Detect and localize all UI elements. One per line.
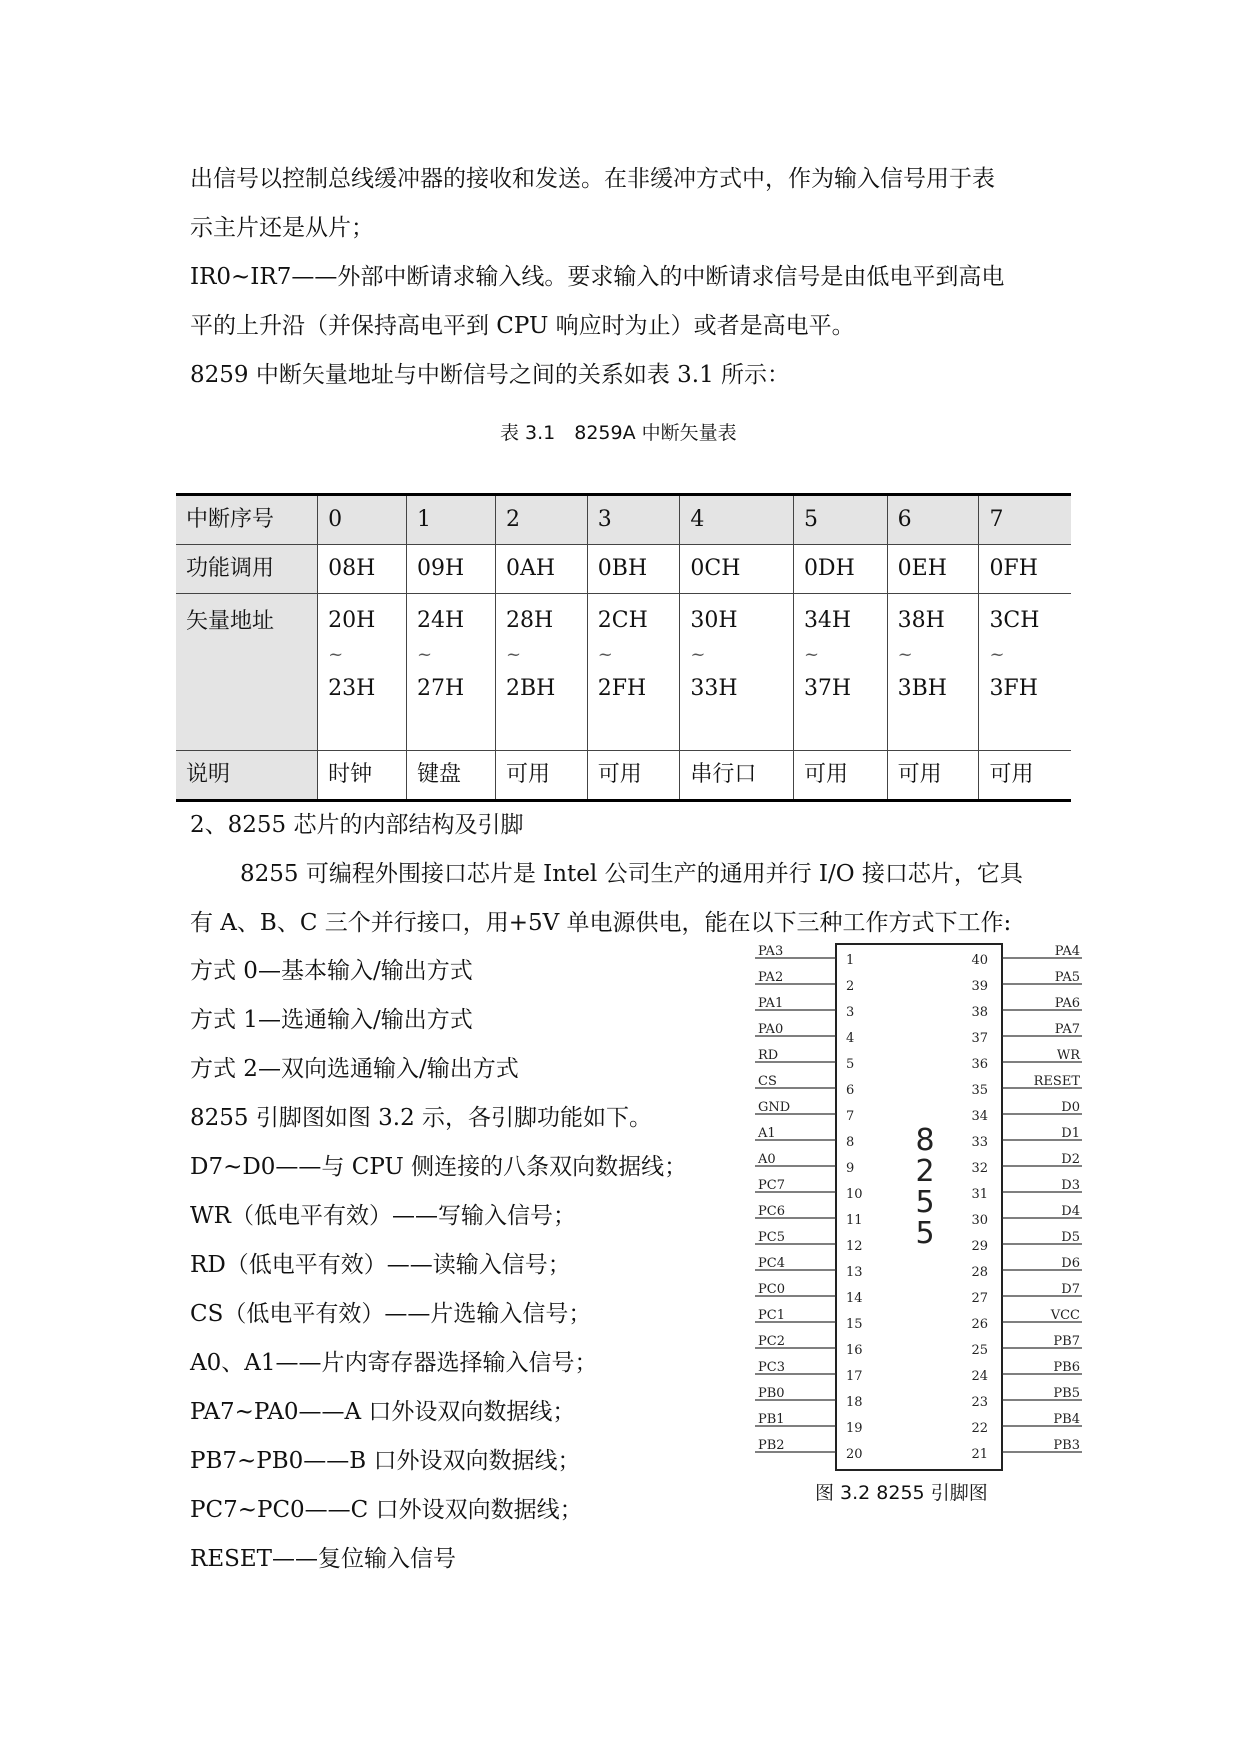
table-cell: 中断序号 [176,495,318,545]
chip-name-char: 5 [915,1185,935,1220]
table-cell: 可用 [979,751,1071,801]
pin-label-right: PA7 [1054,1022,1080,1037]
list-line: WR（低电平有效）——写输入信号； [190,1203,576,1229]
table-cell: 6 [887,495,979,545]
pin-number-left: 6 [846,1083,855,1098]
list-line: RESET——复位输入信号 [190,1546,456,1572]
vec-end: 3FH [989,676,1038,701]
pin-number-right: 28 [971,1265,988,1280]
pin-label-right: WR [1056,1048,1080,1063]
intro-line-1: 8255 可编程外围接口芯片是 Intel 公司生产的通用并行 I/O 接口芯片，它具 [240,861,1023,887]
section-heading: 2、8255 芯片的内部结构及引脚 [190,812,524,838]
table-cell: 0DH [793,545,887,594]
pin-number-left: 8 [846,1135,855,1150]
vec-sep: ~ [803,644,820,665]
table-cell: 0 [318,495,407,545]
pin-label-right: D3 [1061,1178,1080,1193]
pin-number-right: 27 [971,1291,988,1306]
pin-number-right: 39 [971,979,988,994]
pin-number-right: 37 [971,1031,988,1046]
pin-number-right: 25 [971,1343,988,1358]
pin-number-left: 15 [846,1317,863,1332]
pin-number-left: 10 [846,1187,863,1202]
pin-number-left: 19 [846,1421,863,1436]
pin-number-left: 4 [846,1031,855,1046]
pin-label-left: PC1 [758,1308,785,1323]
pin-label-left: PC5 [758,1230,785,1245]
pin-label-left: RD [758,1048,779,1063]
vec-start: 34H [803,608,852,633]
pin-number-right: 35 [971,1083,988,1098]
list-line: 8255 引脚图如图 3.2 示，各引脚功能如下。 [190,1105,653,1131]
intro-line-2: 有 A、B、C 三个并行接口，用+5V 单电源供电，能在以下三种工作方式下工作: [190,910,1012,936]
vec-sep: ~ [897,644,913,665]
pin-label-left: PA1 [758,996,784,1011]
table-row-label: 矢量地址 [176,594,318,751]
pin-number-right: 32 [971,1161,988,1176]
table-cell: 可用 [793,751,887,801]
pin-label-right: PA6 [1054,996,1080,1011]
vec-sep: ~ [505,644,522,665]
list-line: PA7~PA0——A 口外设双向数据线； [190,1399,576,1425]
vec-start: 3CH [989,608,1040,633]
pin-number-left: 11 [846,1213,863,1228]
table-cell: 3 [587,495,680,545]
table-cell: 0BH [587,545,680,594]
table-cell: 可用 [495,751,587,801]
vec-start: 24H [417,608,465,633]
pin-label-left: PB0 [758,1386,785,1401]
table-cell: 4 [680,495,794,545]
pin-number-left: 1 [846,953,855,968]
paragraph-line-1: 出信号以控制总线缓冲器的接收和发送。在非缓冲方式中，作为输入信号用于表 [190,166,995,192]
paragraph-line-3: IR0~IR7——外部中断请求输入线。要求输入的中断请求信号是由低电平到高电 [190,264,1005,290]
table-cell: 0FH [979,545,1071,594]
pin-label-right: RESET [1033,1074,1080,1089]
figure-caption: 图 3.2 8255 引脚图 [815,1482,988,1504]
pin-number-left: 13 [846,1265,863,1280]
table-cell: 1 [407,495,496,545]
pin-label-left: A1 [758,1126,776,1141]
pin-label-left: A0 [758,1152,776,1167]
pin-label-left: PC7 [758,1178,785,1193]
pin-label-right: PB7 [1053,1334,1080,1349]
pin-label-left: PA3 [758,944,784,959]
vec-end: 23H [328,676,376,701]
vec-end: 27H [417,676,465,701]
table-cell: 09H [407,545,496,594]
pin-number-right: 33 [971,1135,988,1150]
pin-label-left: PC2 [758,1334,785,1349]
pin-label-left: CS [758,1074,777,1089]
vec-start: 30H [690,608,738,633]
pin-number-right: 34 [971,1109,988,1124]
vec-end: 33H [690,676,738,701]
pin-number-right: 38 [971,1005,988,1020]
vec-start: 28H [505,608,554,633]
list-line: CS（低电平有效）——片选输入信号； [190,1301,592,1327]
pin-number-right: 29 [971,1239,988,1254]
table-cell: 可用 [887,751,979,801]
pin-label-left: PC6 [758,1204,785,1219]
pin-label-left: PC4 [758,1256,785,1271]
pin-label-right: PB5 [1053,1386,1080,1401]
list-line: RD（低电平有效）——读输入信号； [190,1252,571,1278]
pin-label-left: PC0 [758,1282,785,1297]
pin-number-left: 5 [846,1057,855,1072]
list-line: 方式 0—基本输入/输出方式 [190,958,473,984]
pin-label-right: PA4 [1054,944,1080,959]
pin-label-right: D4 [1061,1204,1080,1219]
list-line: PC7~PC0——C 口外设双向数据线； [190,1497,583,1523]
pin-label-left: PB1 [758,1412,785,1427]
table-cell: 7 [979,495,1071,545]
pin-label-right: VCC [1050,1308,1080,1323]
vec-end: 37H [803,676,852,701]
pin-number-left: 3 [846,1005,855,1020]
pin-label-left: PA0 [758,1022,784,1037]
pin-number-left: 9 [846,1161,855,1176]
pin-number-left: 12 [846,1239,863,1254]
pin-number-right: 36 [971,1057,988,1072]
pin-label-right: D0 [1061,1100,1080,1115]
vec-end: 3BH [897,676,947,701]
table-cell: 0AH [495,545,587,594]
pin-number-right: 24 [971,1369,988,1384]
pin-number-left: 17 [846,1369,863,1384]
pin-number-left: 2 [846,979,855,994]
table-cell: 2 [495,495,587,545]
table-cell: 0EH [887,545,979,594]
table-row-label: 说明 [176,751,318,801]
table-cell: 键盘 [407,751,496,801]
vec-sep: ~ [597,644,613,665]
list-line: PB7~PB0——B 口外设双向数据线； [190,1448,581,1474]
pin-label-right: D1 [1061,1126,1080,1141]
pin-label-right: PB6 [1053,1360,1080,1375]
paragraph-line-2: 示主片还是从片； [190,215,374,241]
pin-number-right: 30 [971,1213,988,1228]
table-cell: 5 [793,495,887,545]
table-caption: 表 3.1 8259A 中断矢量表 [500,422,737,444]
chip-name-char: 8 [915,1123,935,1158]
list-line: D7~D0——与 CPU 侧连接的八条双向数据线； [190,1154,688,1180]
chip-name-char: 2 [915,1154,935,1189]
paragraph-line-5: 8259 中断矢量地址与中断信号之间的关系如表 3.1 所示： [190,362,791,388]
table-cell: 串行口 [680,751,794,801]
pin-number-left: 16 [846,1343,863,1358]
paragraph-line-4: 平的上升沿（并保持高电平到 CPU 响应时为止）或者是高电平。 [190,313,855,339]
list-line: 方式 2—双向选通输入/输出方式 [190,1056,519,1082]
vec-start: 38H [897,608,945,633]
pin-label-left: PB2 [758,1438,785,1453]
vec-start: 2CH [597,608,648,633]
pin-number-right: 31 [971,1187,988,1202]
pin-label-right: D5 [1061,1230,1080,1245]
vec-sep: ~ [989,644,1005,665]
pin-label-right: D6 [1061,1256,1080,1271]
vec-end: 2BH [505,676,556,701]
table-cell: 时钟 [318,751,407,801]
vec-sep: ~ [417,644,433,665]
table-row-label: 功能调用 [176,545,318,594]
pin-number-right: 26 [971,1317,988,1332]
pin-label-left: PC3 [758,1360,785,1375]
table-cell: 可用 [587,751,680,801]
table-cell: 0CH [680,545,794,594]
pin-number-left: 7 [846,1109,855,1124]
pin-number-left: 20 [846,1447,863,1462]
pin-number-right: 22 [971,1421,988,1436]
pin-number-right: 40 [971,953,988,968]
table-cell: 08H [318,545,407,594]
chip-name-char: 5 [915,1216,935,1251]
pin-label-right: PA5 [1054,970,1080,985]
pin-number-left: 18 [846,1395,863,1410]
pin-number-left: 14 [846,1291,863,1306]
pin-number-right: 21 [971,1447,988,1462]
pin-label-left: PA2 [758,970,784,985]
pin-label-left: GND [758,1100,791,1115]
pin-label-right: D2 [1061,1152,1080,1167]
vec-sep: ~ [690,644,706,665]
vec-start: 20H [328,608,376,633]
pin-label-right: D7 [1061,1282,1080,1297]
list-line: 方式 1—选通输入/输出方式 [190,1007,473,1033]
pin-label-right: PB4 [1053,1412,1080,1427]
pin-number-right: 23 [971,1395,988,1410]
pin-label-right: PB3 [1053,1438,1080,1453]
vec-end: 2FH [597,676,647,701]
list-line: A0、A1——片内寄存器选择输入信号； [190,1350,598,1376]
vec-sep: ~ [328,644,344,665]
